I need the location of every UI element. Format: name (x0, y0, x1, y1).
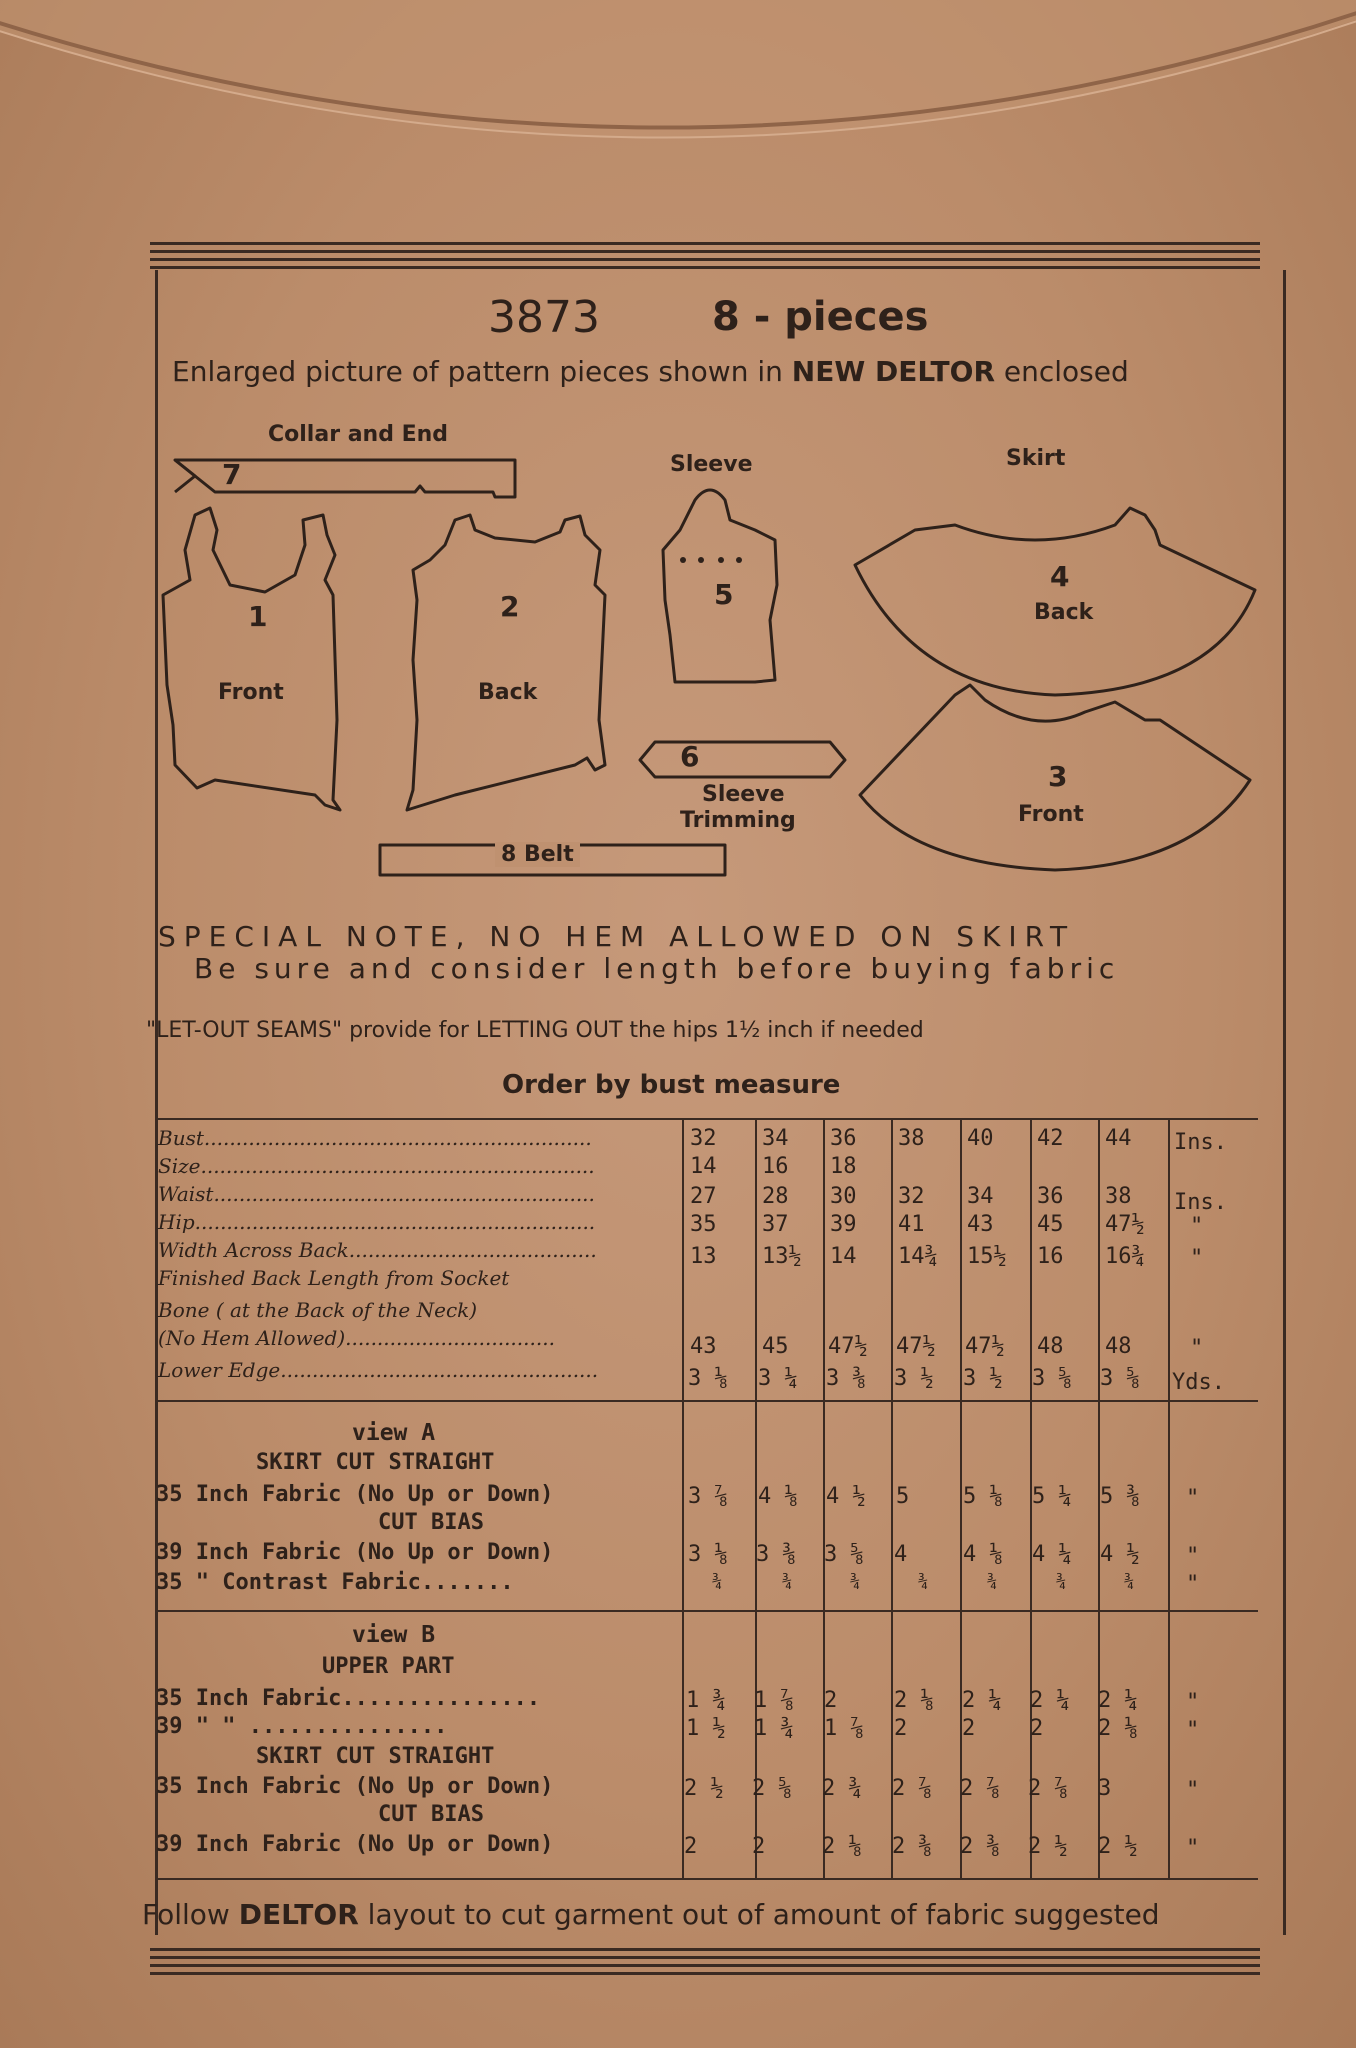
bottom-rule (150, 1964, 1260, 1967)
table-cell: 3 ½ (963, 1366, 1003, 1391)
table-cell: ¾ (918, 1572, 929, 1592)
trimming-number: 6 (680, 740, 700, 773)
table-cell: 40 (967, 1126, 994, 1151)
table-cell: 1 ¾ (686, 1688, 726, 1713)
unit-cell: " (1190, 1246, 1204, 1271)
column-divider (1168, 1118, 1170, 1878)
top-rule (150, 242, 1260, 245)
footer-brand: DELTOR (238, 1898, 359, 1931)
table-cell: 1 ⅞ (824, 1716, 864, 1741)
unit-cell: " (1186, 1486, 1200, 1511)
subtitle-brand: NEW DELTOR (791, 355, 995, 388)
unit-cell: " (1190, 1336, 1204, 1361)
table-top-line (155, 1118, 1258, 1120)
table-cell: 2 (684, 1834, 698, 1859)
unit-cell: " (1190, 1214, 1204, 1239)
row-label-width-back: Width Across Back....................................... (158, 1238, 597, 1262)
skirt-back-label: Back (1034, 600, 1094, 625)
unit-cell: " (1186, 1836, 1200, 1861)
bottom-rule (150, 1956, 1260, 1959)
table-cell: 3 ⅝ (1100, 1366, 1140, 1391)
table-cell: ¾ (1056, 1572, 1067, 1592)
table-cell: 36 (830, 1126, 857, 1151)
table-cell: 2 ⅛ (894, 1688, 934, 1713)
pattern-number: 3873 (488, 292, 600, 343)
top-rule (150, 266, 1260, 269)
table-cell: 39 (830, 1212, 857, 1237)
row-label-finished-length: Finished Back Length from Socket (158, 1266, 510, 1290)
view-a-skirt-straight: SKIRT CUT STRAIGHT (256, 1450, 495, 1475)
view-b-row4-label: 39 Inch Fabric (No Up or Down) (156, 1832, 554, 1857)
row-label-waist: Waist............................................................ (158, 1182, 595, 1206)
table-cell: 4 (894, 1542, 908, 1567)
table-cell: 2 ⅛ (822, 1834, 862, 1859)
row-label-bust: Bust............................................................. (158, 1126, 592, 1150)
piece-count: 8 - pieces (712, 294, 929, 340)
table-cell: 34 (762, 1126, 789, 1151)
table-cell: 3 ⅜ (826, 1366, 866, 1391)
table-cell: 3 ⅝ (1032, 1366, 1072, 1391)
table-cell: 47½ (965, 1334, 1005, 1359)
table-cell: 2 ⅞ (892, 1776, 932, 1801)
table-cell: 2 ½ (1028, 1834, 1068, 1859)
view-a-row2-label: 39 Inch Fabric (No Up or Down) (156, 1540, 554, 1565)
table-cell: 5 ⅜ (1100, 1484, 1140, 1509)
table-cell: 2 (1030, 1716, 1044, 1741)
table-cell: 2 ¼ (1030, 1688, 1070, 1713)
top-rule (150, 258, 1260, 261)
table-cell: 2 ½ (684, 1776, 724, 1801)
unit-cell: " (1186, 1778, 1200, 1803)
front-label: Front (218, 680, 284, 705)
back-piece (407, 515, 605, 810)
table-cell: 15½ (967, 1244, 1007, 1269)
table-cell: 3 (1098, 1776, 1112, 1801)
table-cell: 41 (898, 1212, 925, 1237)
view-a-row1-label: 35 Inch Fabric (No Up or Down) (156, 1482, 554, 1507)
view-b-row1-label: 35 Inch Fabric............... (156, 1686, 541, 1711)
collar-label: Collar and End (268, 422, 449, 447)
table-cell: 32 (690, 1126, 717, 1151)
table-cell: 2 ⅜ (960, 1834, 1000, 1859)
table-cell: 2 ⅞ (960, 1776, 1000, 1801)
table-section-line (155, 1610, 1258, 1612)
view-b-upper-part: UPPER PART (322, 1654, 455, 1679)
view-b-title: view B (352, 1622, 436, 1648)
subtitle (172, 355, 1129, 388)
table-cell: 2 ⅞ (1028, 1776, 1068, 1801)
table-cell: 2 ¼ (1098, 1688, 1138, 1713)
view-a-cut-bias: CUT BIAS (378, 1510, 484, 1535)
column-divider (682, 1118, 684, 1878)
table-cell: 1 ½ (686, 1716, 726, 1741)
table-cell: 4 ⅛ (758, 1484, 798, 1509)
table-cell: 2 ⅜ (892, 1834, 932, 1859)
view-b-row2-label: 39 " " ............... (156, 1714, 448, 1739)
row-label-lower-edge: Lower Edge.................................................. (158, 1358, 599, 1382)
table-cell: 13 (690, 1244, 717, 1269)
table-cell: 44 (1105, 1126, 1132, 1151)
unit-cell: " (1186, 1718, 1200, 1743)
table-cell: 16 (762, 1154, 789, 1179)
table-cell: 13½ (762, 1244, 802, 1269)
table-cell: 4 ⅛ (963, 1542, 1003, 1567)
sleeve-number: 5 (714, 578, 734, 611)
unit-cell: Yds. (1172, 1370, 1225, 1395)
table-cell: ¾ (987, 1572, 998, 1592)
table-cell: 3 ⅛ (688, 1366, 728, 1391)
table-cell: 30 (830, 1184, 857, 1209)
table-cell: 5 ¼ (1032, 1484, 1072, 1509)
table-cell: 2 (752, 1834, 766, 1859)
unit-cell: Ins. (1174, 1130, 1227, 1155)
table-cell: 35 (690, 1212, 717, 1237)
table-cell: 16¾ (1105, 1244, 1145, 1269)
view-b-row3-label: 35 Inch Fabric (No Up or Down) (156, 1774, 554, 1799)
table-cell: 2 ⅝ (752, 1776, 792, 1801)
table-cell: ¾ (850, 1572, 861, 1592)
table-cell: 34 (967, 1184, 994, 1209)
table-cell: 2 (894, 1716, 908, 1741)
table-cell: 14¾ (898, 1244, 938, 1269)
table-cell: 1 ¾ (754, 1716, 794, 1741)
table-cell: 3 ⅞ (688, 1484, 728, 1509)
row-label-finished-length: Bone ( at the Back of the Neck) (158, 1298, 478, 1322)
table-cell: 37 (762, 1212, 789, 1237)
collar-number: 7 (222, 458, 242, 491)
table-cell: 18 (830, 1154, 857, 1179)
row-label-finished-length: (No Hem Allowed)................................. (158, 1326, 555, 1350)
table-cell: 5 (896, 1484, 910, 1509)
unit-cell: " (1186, 1572, 1200, 1597)
bottom-rule (150, 1972, 1260, 1975)
view-b-cut-bias: CUT BIAS (378, 1802, 484, 1827)
table-cell: 43 (967, 1212, 994, 1237)
fabric-length-note: Be sure and consider length before buying fabric (194, 952, 1120, 985)
subtitle-pre: Enlarged picture of pattern pieces shown in (172, 355, 792, 388)
table-cell: 43 (690, 1334, 717, 1359)
bottom-rule (150, 1948, 1260, 1951)
table-cell: 32 (898, 1184, 925, 1209)
view-a-row3-label: 35 " Contrast Fabric....... (156, 1570, 514, 1595)
row-label-size: Size.............................................................. (158, 1154, 595, 1178)
table-cell: 3 ⅛ (688, 1542, 728, 1567)
table-cell: 48 (1037, 1334, 1064, 1359)
order-heading: Order by bust measure (502, 1070, 841, 1100)
unit-cell: Ins. (1174, 1190, 1227, 1215)
sleeve-trimming-piece (640, 742, 845, 777)
footer-pre: Follow (142, 1898, 239, 1931)
table-cell: 16 (1037, 1244, 1064, 1269)
special-note: SPECIAL NOTE, NO HEM ALLOWED ON SKIRT (158, 920, 1076, 953)
trimming-label: Trimming (680, 808, 796, 833)
table-cell: 2 ¾ (822, 1776, 862, 1801)
footer-instruction (142, 1898, 1160, 1931)
table-cell: 4 ½ (826, 1484, 866, 1509)
table-cell: 48 (1105, 1334, 1132, 1359)
table-cell: 36 (1037, 1184, 1064, 1209)
view-a-title: view A (352, 1420, 436, 1446)
table-cell: 14 (830, 1244, 857, 1269)
row-label-hip: Hip............................................................... (158, 1210, 596, 1234)
table-cell: 2 (824, 1688, 838, 1713)
table-cell: 47½ (828, 1334, 868, 1359)
back-number: 2 (500, 590, 520, 623)
table-cell: 4 ¼ (1032, 1542, 1072, 1567)
front-piece (163, 508, 340, 810)
column-divider (823, 1118, 825, 1878)
footer-post: layout to cut garment out of amount of fabric suggested (358, 1898, 1160, 1931)
table-cell: 2 (962, 1716, 976, 1741)
subtitle-post: enclosed (995, 355, 1129, 388)
skirt-label: Skirt (1006, 446, 1066, 471)
table-cell: ¾ (782, 1572, 793, 1592)
column-divider (960, 1118, 962, 1878)
unit-cell: " (1186, 1690, 1200, 1715)
view-b-skirt-straight: SKIRT CUT STRAIGHT (256, 1744, 495, 1769)
table-cell: 3 ¼ (758, 1366, 798, 1391)
column-divider (755, 1118, 757, 1878)
table-bottom-line (155, 1878, 1258, 1880)
table-cell: ¾ (712, 1572, 723, 1592)
table-cell: 47½ (1105, 1212, 1145, 1237)
table-cell: 27 (690, 1184, 717, 1209)
table-cell: 45 (762, 1334, 789, 1359)
table-cell: 3 ½ (894, 1366, 934, 1391)
table-cell: 5 ⅛ (963, 1484, 1003, 1509)
table-cell: 47½ (896, 1334, 936, 1359)
front-number: 1 (248, 600, 268, 633)
table-cell: ¾ (1124, 1572, 1135, 1592)
table-cell: 14 (690, 1154, 717, 1179)
table-cell: 42 (1037, 1126, 1064, 1151)
trimming-label: Sleeve (702, 782, 785, 807)
skirt-front-number: 3 (1048, 760, 1068, 793)
table-cell: 3 ⅝ (824, 1542, 864, 1567)
skirt-front-label: Front (1018, 802, 1084, 827)
back-label: Back (478, 680, 538, 705)
belt-label: 8 Belt (495, 842, 580, 867)
table-section-line (155, 1400, 1258, 1402)
table-cell: 45 (1037, 1212, 1064, 1237)
unit-cell: " (1186, 1544, 1200, 1569)
column-divider (891, 1118, 893, 1878)
table-cell: 28 (762, 1184, 789, 1209)
table-cell: 4 ½ (1100, 1542, 1140, 1567)
table-cell: 38 (1105, 1184, 1132, 1209)
sleeve-label: Sleeve (670, 452, 753, 477)
table-cell: 2 ¼ (962, 1688, 1002, 1713)
table-cell: 2 ½ (1098, 1834, 1138, 1859)
skirt-back-number: 4 (1050, 560, 1070, 593)
table-cell: 3 ⅜ (756, 1542, 796, 1567)
table-cell: 2 ⅛ (1098, 1716, 1138, 1741)
table-cell: 1 ⅞ (754, 1688, 794, 1713)
top-rule (150, 250, 1260, 253)
let-out-seams-note: "LET-OUT SEAMS" provide for LETTING OUT the hips 1½ inch if needed (146, 1018, 924, 1043)
table-cell: 38 (898, 1126, 925, 1151)
